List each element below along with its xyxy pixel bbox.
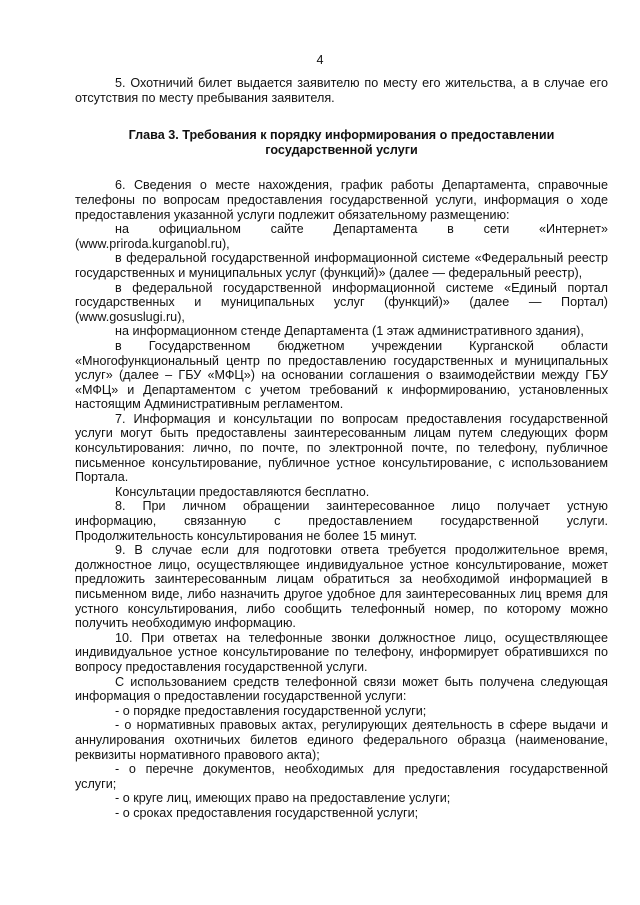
paragraph-6-stand: на информационном стенде Департамента (1 этаж административного здания), bbox=[115, 324, 584, 339]
paragraph-10: 10. При ответах на телефонные звонки должностное лицо, осуществляющее индивидуальное устное консультирование по телефону, информирует обратившихся по вопросу предоставления государственной услуги. bbox=[75, 630, 608, 674]
consultations-free: Консультации предоставляются бесплатно. bbox=[115, 484, 370, 499]
phone-info-intro: С использованием средств телефонной связи может быть получена следующая информация о предоставлении государственной услуги: bbox=[75, 674, 608, 704]
paragraph-6-gbu-line1: в Государственном бюджетном учреждении Курганской области bbox=[115, 338, 608, 353]
list-item: - о перечне документов, необходимых для предоставления государственной услуги; bbox=[75, 762, 608, 791]
document-body bbox=[75, 76, 608, 821]
paragraph-8-line3: Продолжительность консультирования не более 15 минут. bbox=[75, 528, 417, 543]
paragraph-6-federal-reestr: в федеральной государственной информационной системе «Федеральный реестр государственных и муниципальных услуг (функций)» (далее — федеральный реестр), bbox=[75, 251, 608, 280]
paragraph-8-line2: информацию, связанную с предоставлением государственной услуги. bbox=[75, 514, 608, 529]
list-item: - о сроках предоставления государственной услуги; bbox=[115, 805, 419, 820]
chapter-title: Глава 3. Требования к порядку информирования о предоставлении государственной услуги bbox=[128, 128, 555, 157]
list-item: - о круге лиц, имеющих право на предоставление услуги; bbox=[115, 791, 451, 806]
paragraph-6-portal-url: (www.gosuslugi.ru), bbox=[75, 309, 185, 324]
paragraph-8-line1: 8. При личном обращении заинтересованное лицо получает устную bbox=[115, 499, 608, 514]
paragraph-9: 9. В случае если для подготовки ответа требуется продолжительное время, должностное лицо, осуществляющее индивидуальное устное консультирование, может предложить заинтересованным лицам обратиться за необходимой информацией в письменном виде, либо назначить другое удобное для заинтересованных лиц время для устного консультирования, либо сообщить телефонный номер, по которому можно получить необходимую информацию. bbox=[75, 543, 608, 631]
paragraph-5: 5. Охотничий билет выдается заявителю по месту его жительства, а в случае его отсутствия по месту пребывания заявителя. bbox=[75, 76, 608, 105]
paragraph-6-portal-line1: в федеральной государственной информационной системе «Единый портал bbox=[115, 280, 608, 295]
paragraph-6-portal-line2: государственных и муниципальных услуг (функций)» (далее — Портал) bbox=[75, 295, 608, 310]
paragraph-6-site: на официальном сайте Департамента в сети «Интернет» bbox=[115, 222, 608, 237]
list-item: - о порядке предоставления государственной услуги; bbox=[115, 703, 427, 718]
list-item: - о нормативных правовых актах, регулирующих деятельность в сфере выдачи и аннулирования охотничьих билетов единого федерального образца (наименование, реквизиты нормативного правового акта); bbox=[75, 718, 608, 762]
page-number: 4 bbox=[316, 53, 324, 67]
paragraph-6-site-url: (www.priroda.kurganobl.ru), bbox=[75, 236, 230, 251]
paragraph-6-gbu-rest: «Многофункциональный центр по предоставлению государственных и муниципальных услуг» (далее – ГБУ «МФЦ») на основании соглашения о взаимодействии между ГБУ «МФЦ» и Департаментом с учетом требований к информированию, установленных настоящим Административным регламентом. bbox=[75, 353, 608, 412]
paragraph-6-intro: 6. Сведения о месте нахождения, график работы Департамента, справочные телефоны по вопросам предоставления государственной услуги, информация о ходе предоставления указанной услуги подлежит обязательному размещению: bbox=[75, 178, 608, 222]
paragraph-7: 7. Информация и консультации по вопросам предоставления государственной услуги могут быть предоставлены заинтересованным лицам путем следующих форм консультирования: лично, по почте, по электронной почте, по телефону, публичное письменное консультирование, публичное устное консультирование, с использованием Портала. bbox=[75, 411, 608, 485]
